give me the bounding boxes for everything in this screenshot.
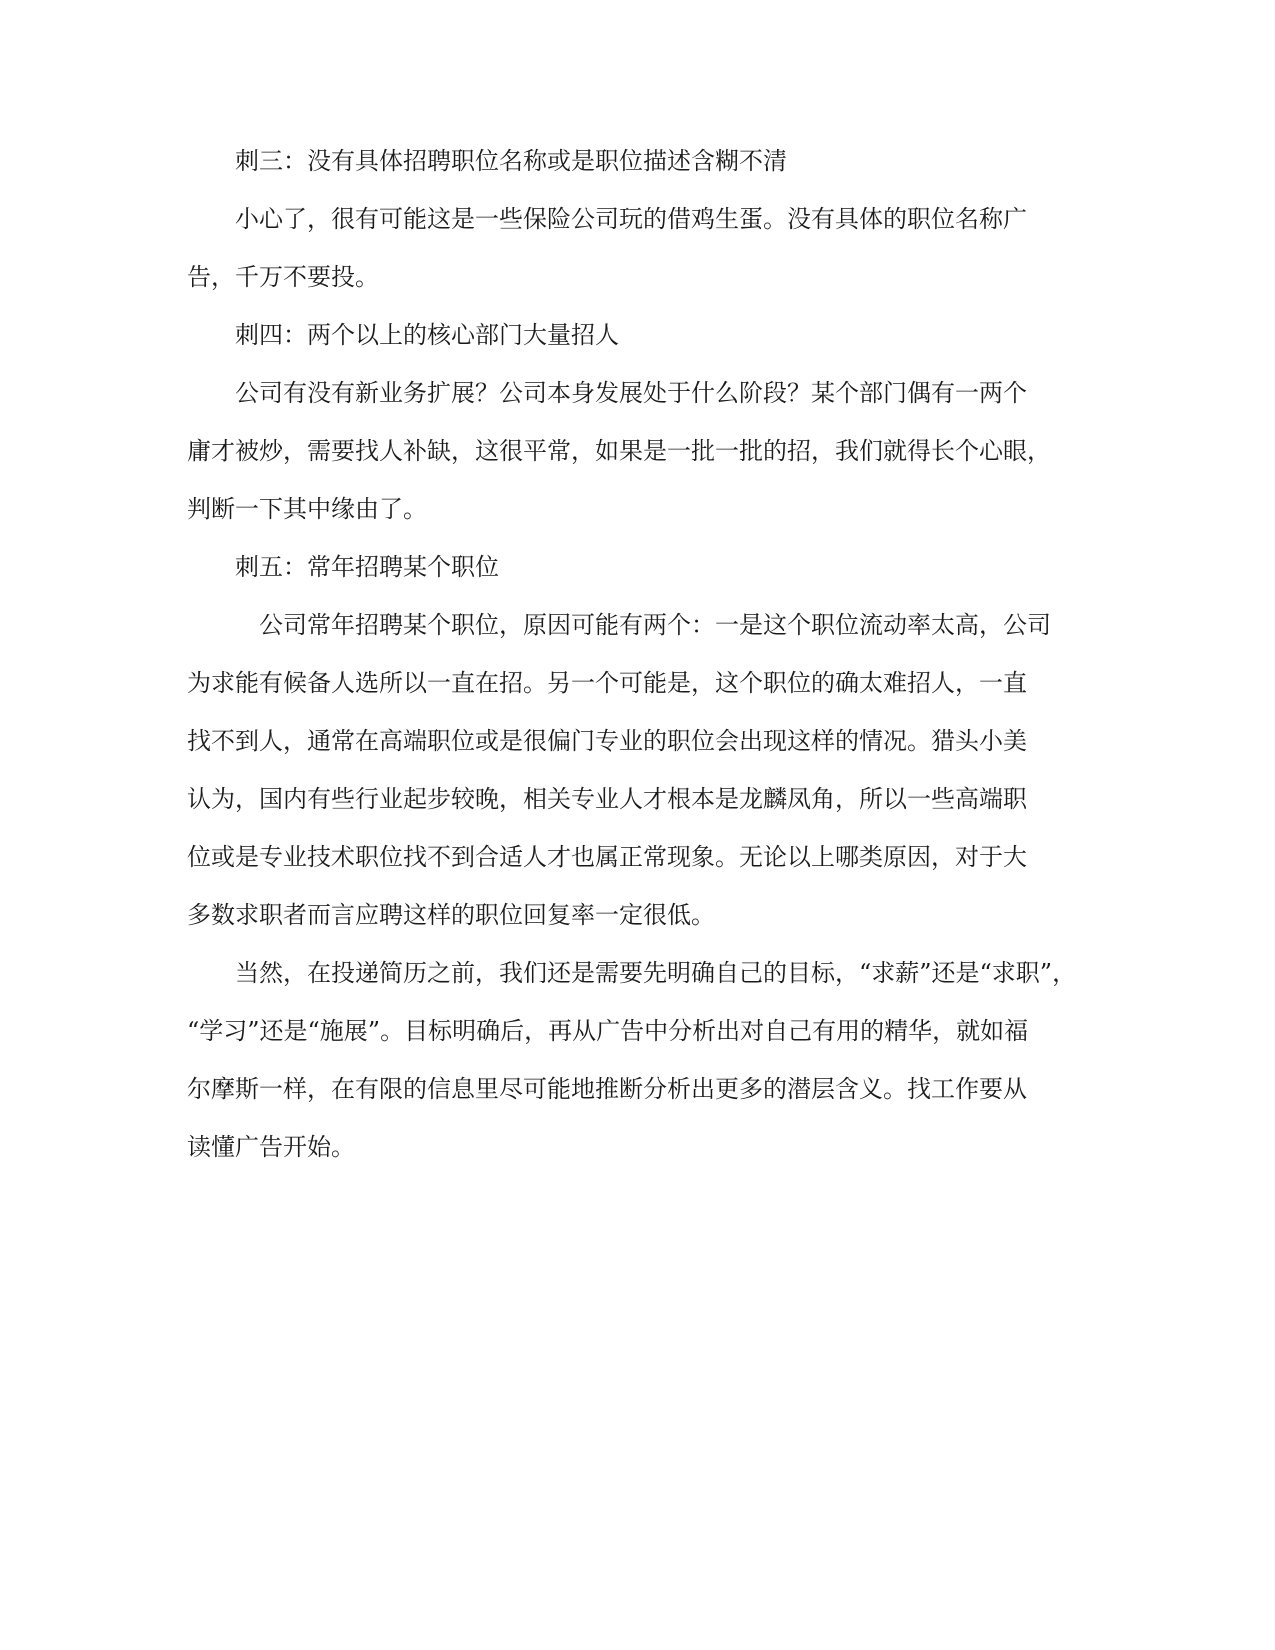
paragraph-line: 为求能有候备人选所以一直在招。另一个可能是，这个职位的确太难招人，一直 xyxy=(187,669,1027,697)
paragraph-line: 位或是专业技术职位找不到合适人才也属正常现象。无论以上哪类原因，对于大 xyxy=(187,843,1027,871)
section-heading-5: 刺五：常年招聘某个职位 xyxy=(235,553,499,581)
paragraph-line: 当然，在投递简历之前，我们还是需要先明确自己的目标，“求薪”还是“求职”， xyxy=(235,959,1077,987)
paragraph-line: 公司有没有新业务扩展？公司本身发展处于什么阶段？某个部门偶有一两个 xyxy=(235,379,1027,407)
paragraph-line: 多数求职者而言应聘这样的职位回复率一定很低。 xyxy=(187,901,715,929)
paragraph-line: 找不到人，通常在高端职位或是很偏门专业的职位会出现这样的情况。猎头小美 xyxy=(187,727,1027,755)
paragraph-line: 判断一下其中缘由了。 xyxy=(187,495,427,523)
paragraph-line: 认为，国内有些行业起步较晚，相关专业人才根本是龙麟凤角，所以一些高端职 xyxy=(187,785,1027,813)
paragraph-line: “学习”还是“施展”。目标明确后，再从广告中分析出对自己有用的精华，就如福 xyxy=(187,1017,1029,1045)
paragraph-line: 小心了，很有可能这是一些保险公司玩的借鸡生蛋。没有具体的职位名称广 xyxy=(235,205,1027,233)
paragraph-line: 公司常年招聘某个职位，原因可能有两个：一是这个职位流动率太高，公司 xyxy=(259,611,1051,639)
section-heading-3: 刺三：没有具体招聘职位名称或是职位描述含糊不清 xyxy=(235,147,787,175)
paragraph-line: 庸才被炒，需要找人补缺，这很平常，如果是一批一批的招，我们就得长个心眼， xyxy=(187,437,1051,465)
paragraph-line: 尔摩斯一样，在有限的信息里尽可能地推断分析出更多的潜层含义。找工作要从 xyxy=(187,1075,1027,1103)
section-heading-4: 刺四：两个以上的核心部门大量招人 xyxy=(235,321,619,349)
paragraph-line: 读懂广告开始。 xyxy=(187,1133,355,1161)
paragraph-line: 告，千万不要投。 xyxy=(187,263,379,291)
